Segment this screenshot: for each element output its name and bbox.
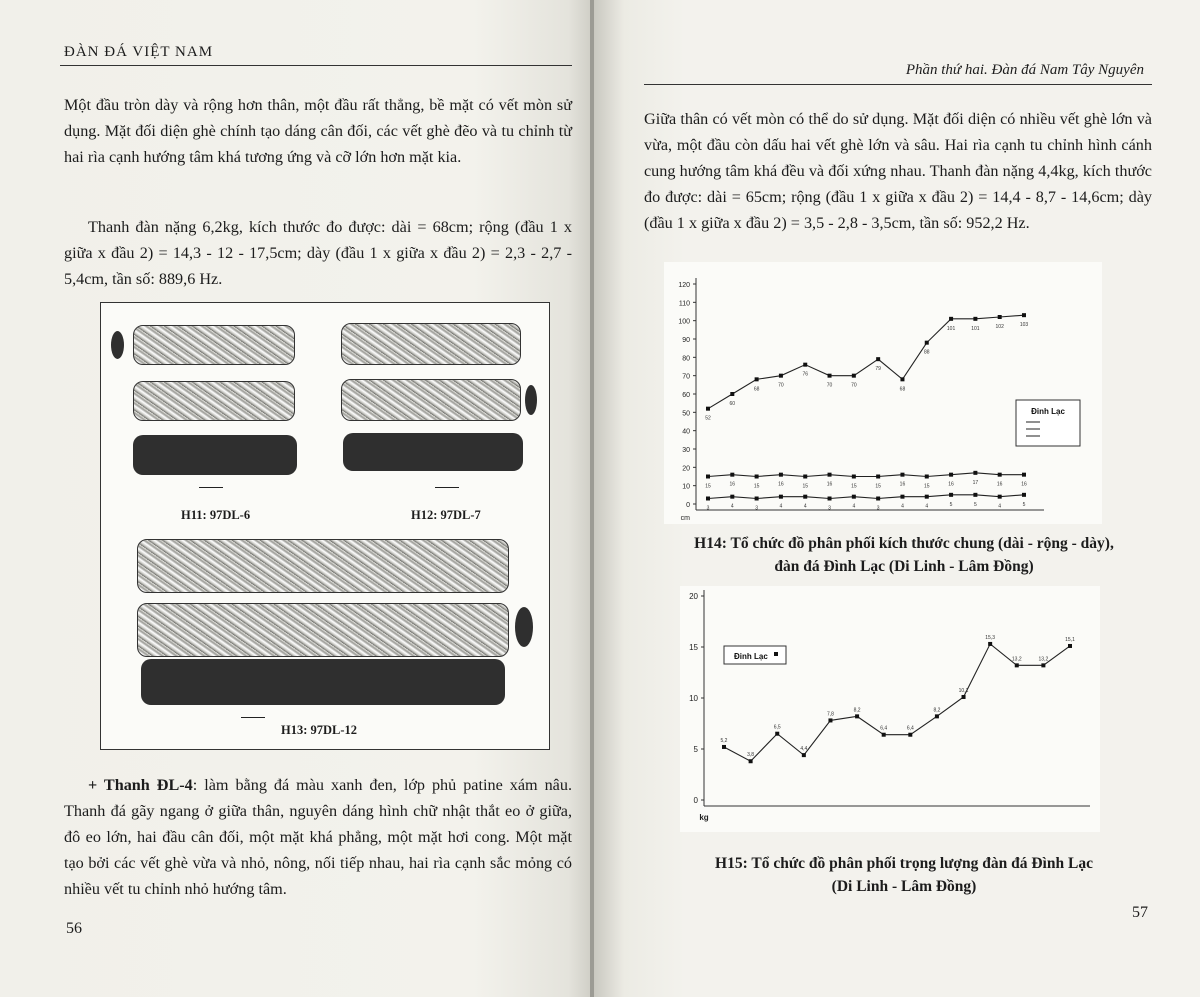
data-label: 5 — [1022, 501, 1026, 508]
data-point — [962, 695, 966, 699]
data-point — [730, 473, 734, 477]
data-point — [876, 475, 880, 479]
data-point — [779, 473, 783, 477]
data-point — [730, 495, 734, 499]
running-header-right: Phần thứ hai. Đàn đá Nam Tây Nguyên — [905, 62, 1144, 78]
h11-face-b — [133, 381, 295, 421]
data-point — [900, 495, 904, 499]
data-point — [803, 475, 807, 479]
y-tick-label: 5 — [693, 745, 698, 754]
data-point — [755, 377, 759, 381]
data-point — [852, 495, 856, 499]
data-label: 70 — [826, 382, 833, 389]
data-label: 3 — [706, 505, 710, 512]
caption-h15-line1: H15: Tổ chức đồ phân phối trọng lượng đàn đá Đình Lạc — [715, 855, 1093, 872]
data-point — [1041, 663, 1045, 667]
data-point — [828, 497, 832, 501]
data-label: 16 — [1021, 481, 1027, 488]
y-tick-label: 70 — [682, 373, 690, 381]
data-label: 15,3 — [985, 634, 996, 641]
chart-h14 — [664, 262, 1102, 524]
y-tick-label: 0 — [693, 796, 698, 805]
data-label: 4 — [852, 503, 856, 510]
data-label: 6,4 — [880, 725, 888, 732]
data-label: 6,5 — [773, 724, 781, 731]
y-unit-label: cm — [680, 515, 690, 522]
data-label: 17 — [972, 479, 979, 486]
data-label: 6,4 — [906, 725, 914, 732]
h13-label: H13: 97DL-12 — [281, 723, 358, 737]
page-number-right: 57 — [1132, 904, 1148, 921]
data-point — [828, 718, 832, 722]
data-label: 13,2 — [1038, 656, 1049, 663]
data-label: 3 — [876, 505, 880, 512]
h13-scale-bar — [241, 717, 265, 718]
y-tick-label: 20 — [689, 592, 698, 601]
page-number-left: 56 — [66, 920, 82, 937]
h11-face-a — [133, 325, 295, 365]
data-label: 4 — [901, 503, 904, 510]
data-point — [779, 374, 783, 378]
y-tick-label: 40 — [682, 428, 690, 436]
data-label: 8,2 — [933, 707, 941, 714]
h12-label: H12: 97DL-7 — [411, 508, 481, 522]
h12-face-b — [341, 379, 521, 421]
data-point — [852, 374, 856, 378]
data-label: 60 — [729, 401, 736, 407]
y-tick-label: 10 — [689, 694, 698, 703]
data-label: 4 — [803, 503, 807, 510]
left-paragraph-3 — [64, 772, 572, 902]
data-point — [988, 642, 992, 646]
y-tick-label: 60 — [682, 392, 690, 399]
h13-section — [141, 659, 505, 705]
data-label: 15 — [802, 483, 809, 490]
h13-side-profile — [515, 607, 533, 647]
data-point — [908, 733, 912, 737]
data-point — [803, 495, 807, 499]
item-heading-dl4: + Thanh ĐL-4 — [88, 776, 193, 794]
data-label: 102 — [995, 324, 1004, 330]
data-label: 15 — [851, 483, 857, 490]
y-tick-label: 50 — [682, 410, 690, 418]
h12-section — [343, 433, 523, 471]
data-point — [925, 475, 929, 479]
chart-h15-svg — [680, 586, 1100, 832]
y-tick-label: 110 — [678, 300, 690, 308]
data-point — [749, 759, 753, 763]
y-tick-label: 20 — [682, 465, 690, 473]
data-point — [1022, 473, 1026, 477]
data-label: 10,1 — [958, 687, 969, 694]
y-tick-label: 80 — [682, 355, 690, 363]
h12-face-a — [341, 323, 521, 365]
legend-marker — [774, 652, 778, 656]
data-label: 101 — [946, 325, 956, 332]
data-point — [925, 495, 929, 499]
data-point — [706, 407, 710, 411]
data-point — [1015, 663, 1019, 667]
data-point — [973, 493, 977, 497]
data-point — [998, 315, 1002, 319]
data-label: 70 — [851, 382, 857, 389]
data-label: 8,2 — [853, 707, 861, 714]
data-point — [925, 341, 929, 345]
legend-label: Đinh Lạc — [734, 652, 768, 661]
data-point — [1022, 313, 1026, 317]
data-point — [802, 753, 806, 757]
caption-h14-line1: H14: Tổ chức đồ phân phối kích thước chung (dài - rộng - dày), — [694, 535, 1114, 552]
data-point — [949, 493, 953, 497]
y-tick-label: 0 — [686, 502, 690, 509]
data-point — [1068, 644, 1072, 648]
item-text-dl4: : làm bằng đá màu xanh đen, lớp phủ patine xám nâu. Thanh đá gãy ngang ở giữa thân, nguyên dáng hình chữ nhật thắt eo ở giữa, đô eo lớn, hai đầu cân đối, một mặt khá phẳng, một mặt hơi cong. Một mặt tạo bởi các vết ghè vừa và nhỏ, nông, nối tiếp nhau, hai rìa cạnh sắc mỏng có nhiều vết tu chỉnh nhỏ hướng tâm. — [64, 776, 572, 898]
h12-scale-bar — [435, 487, 459, 488]
data-label: 3 — [755, 505, 759, 512]
caption-h14-line2: đàn đá Đình Lạc (Di Linh - Lâm Đồng) — [774, 558, 1034, 575]
data-label: 5,2 — [720, 737, 728, 744]
y-tick-label: 120 — [678, 282, 690, 289]
data-point — [779, 495, 783, 499]
data-label: 3,8 — [747, 752, 755, 759]
data-point — [755, 475, 759, 479]
data-point — [998, 473, 1002, 477]
chart-h14-svg — [664, 262, 1102, 524]
data-point — [949, 317, 953, 321]
h12-side-profile — [525, 385, 537, 415]
data-label: 5 — [949, 501, 953, 508]
h13-face-a — [137, 539, 509, 593]
data-label: 4 — [779, 503, 783, 510]
x-axis-label: kg — [699, 813, 709, 822]
h11-scale-bar — [199, 487, 223, 488]
data-point — [998, 495, 1002, 499]
legend-title: Đinh Lạc — [1031, 407, 1065, 416]
data-label: 15 — [875, 483, 881, 490]
y-tick-label: 10 — [682, 483, 690, 491]
h13-face-b — [137, 603, 509, 657]
data-label: 16 — [826, 481, 833, 488]
left-paragraph-1: Một đầu tròn dày và rộng hơn thân, một đầu rất thẳng, bề mặt có vết mòn sử dụng. Mặt đối diện ghè chính tạo dáng cân đối, các vết ghè đẽo và tu chỉnh từ hai rìa cạnh hướng tâm khá tương ứng và cỡ lớn hơn mặt kia. — [64, 96, 572, 166]
data-point — [900, 473, 904, 477]
caption-h15-line2: (Di Linh - Lâm Đồng) — [831, 878, 977, 895]
data-label: 15 — [705, 483, 711, 490]
left-page — [0, 0, 592, 997]
data-point — [882, 733, 886, 737]
left-paragraph-2: Thanh đàn nặng 6,2kg, kích thước đo được: dài = 68cm; rộng (đầu 1 x giữa x đầu 2) = 14,3 - 12 - 17,5cm; dày (đầu 1 x giữa x đầu 2) = 2,3 - 2,7 - 5,4cm, tần số: 889,6 Hz. — [64, 218, 572, 288]
data-label: 16 — [778, 481, 784, 488]
data-point — [722, 745, 726, 749]
data-label: 101 — [971, 325, 980, 332]
data-point — [852, 475, 856, 479]
data-label: 7,8 — [826, 711, 834, 718]
data-label: 16 — [996, 481, 1003, 488]
data-label: 52 — [705, 415, 711, 422]
data-label: 4,4 — [800, 746, 808, 753]
data-point — [855, 714, 859, 718]
data-point — [730, 392, 734, 396]
caption-h14 — [654, 532, 1154, 578]
data-label: 3 — [828, 505, 831, 512]
data-point — [935, 714, 939, 718]
running-header-left: ĐÀN ĐÁ VIỆT NAM — [64, 44, 214, 60]
y-tick-label: 30 — [682, 447, 690, 454]
y-tick-label: 90 — [682, 337, 690, 344]
header-rule-left — [60, 65, 572, 66]
header-rule-right — [644, 84, 1152, 85]
data-point — [973, 317, 977, 321]
data-point — [949, 473, 953, 477]
data-point — [1022, 493, 1026, 497]
data-label: 68 — [753, 386, 760, 393]
data-point — [706, 475, 710, 479]
data-point — [755, 497, 759, 501]
data-point — [876, 497, 880, 501]
data-label: 103 — [1019, 322, 1029, 329]
data-label: 16 — [899, 481, 906, 488]
data-label: 88 — [923, 349, 930, 356]
right-page — [594, 0, 1200, 997]
h11-section — [133, 435, 297, 475]
data-label: 4 — [730, 503, 734, 510]
data-label: 4 — [925, 503, 929, 510]
data-label: 13,2 — [1011, 656, 1022, 663]
data-point — [803, 363, 807, 367]
data-point — [775, 732, 779, 736]
data-point — [828, 473, 832, 477]
data-label: 16 — [948, 481, 954, 488]
y-tick-label: 100 — [678, 318, 690, 326]
data-label: 68 — [899, 386, 906, 393]
data-point — [973, 471, 977, 475]
data-point — [876, 357, 880, 361]
data-label: 79 — [875, 366, 881, 373]
h11-label: H11: 97DL-6 — [181, 508, 251, 522]
data-label: 70 — [778, 382, 784, 389]
data-label: 15 — [923, 483, 930, 490]
data-label: 76 — [802, 371, 809, 378]
right-paragraph-1: Giữa thân có vết mòn có thể do sử dụng. Mặt đối diện có nhiều vết ghè lớn và vừa, một đầu còn dấu hai vết ghè lớn và sâu. Hai rìa cạnh tu chỉnh hình cánh cung hướng tâm khá đều và đối xứng nhau. Thanh đàn nặng 4,4kg, kích thước đo được: dài = 65cm; rộng (đầu 1 x giữa x đầu 2) = 14,4 - 8,7 - 14,6cm; dày (đầu 1 x giữa x đầu 2) = 3,5 - 2,8 - 3,5cm, tần số: 952,2 Hz. — [644, 110, 1152, 232]
caption-h15 — [654, 852, 1154, 898]
data-label: 5 — [973, 501, 977, 508]
artifact-plate — [100, 302, 550, 750]
data-label: 16 — [729, 481, 736, 488]
data-point — [900, 377, 904, 381]
h11-side-profile — [111, 331, 124, 359]
data-point — [828, 374, 832, 378]
chart-h15 — [680, 586, 1100, 832]
data-label: 4 — [998, 503, 1002, 510]
data-point — [706, 497, 710, 501]
data-label: 15,1 — [1065, 636, 1075, 643]
data-label: 15 — [753, 483, 760, 490]
y-tick-label: 15 — [689, 643, 698, 652]
